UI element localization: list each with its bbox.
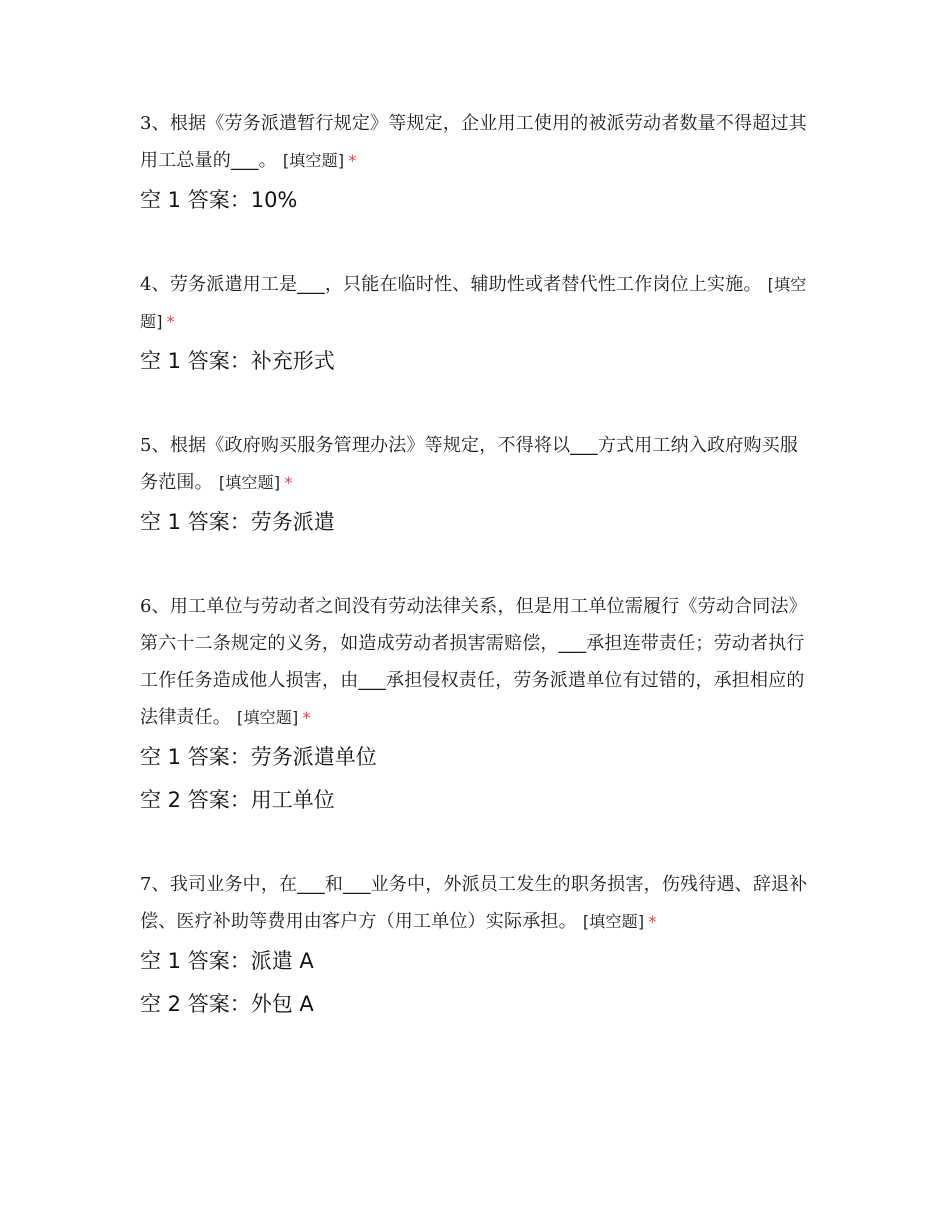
question-number: 6、 [140, 596, 170, 617]
question-7 [140, 866, 815, 1026]
question-text [140, 105, 815, 179]
question-stem: 我司业务中，在___和___业务中，外派员工发生的职务损害，伤残待遇、辞退补偿、医疗补助等费用由客户方（用工单位）实际承担。 [140, 874, 808, 932]
question-text [140, 427, 815, 501]
required-mark: * [348, 151, 357, 170]
question-type-label: [填空题] [140, 275, 807, 331]
question-text [140, 588, 815, 736]
question-4 [140, 266, 815, 383]
required-mark: * [648, 912, 657, 931]
answer-line: 空 1 答案：劳务派遣 [140, 510, 335, 534]
answer-line: 空 1 答案：劳务派遣单位 [140, 745, 377, 769]
answer-line: 空 2 答案：外包 A [140, 992, 314, 1016]
question-type-label: [填空题] [582, 912, 645, 931]
question-number: 4、 [140, 274, 170, 295]
required-mark: * [166, 312, 175, 331]
question-6 [140, 588, 815, 822]
question-stem: 用工单位与劳动者之间没有劳动法律关系，但是用工单位需履行《劳动合同法》第六十二条规定的义务，如造成劳动者损害需赔偿，___承担连带责任；劳动者执行工作任务造成他人损害，由___承担侵权责任，劳务派遣单位有过错的，承担相应的法律责任。 [140, 596, 807, 728]
question-number: 5、 [140, 435, 170, 456]
question-stem: 根据《政府购买服务管理办法》等规定，不得将以___方式用工纳入政府购买服务范围。 [140, 435, 799, 493]
question-5 [140, 427, 815, 544]
answer-line: 空 1 答案：补充形式 [140, 349, 335, 373]
question-type-label: [填空题] [282, 151, 345, 170]
question-number: 7、 [140, 874, 170, 895]
answer-line: 空 1 答案：10% [140, 188, 298, 212]
required-mark: * [302, 708, 311, 727]
question-3 [140, 105, 815, 222]
question-type-label: [填空题] [218, 473, 281, 492]
question-type-label: [填空题] [237, 708, 299, 727]
question-stem: 根据《劳务派遣暂行规定》等规定，企业用工使用的被派劳动者数量不得超过其用工总量的___。 [140, 113, 807, 171]
question-text [140, 866, 815, 940]
required-mark: * [284, 473, 293, 492]
question-stem: 劳务派遣用工是___，只能在临时性、辅助性或者替代性工作岗位上实施。 [169, 274, 762, 295]
answer-line: 空 2 答案：用工单位 [140, 788, 335, 812]
answer-line: 空 1 答案：派遣 A [140, 949, 314, 973]
question-text [140, 266, 815, 340]
survey-answer-sheet [140, 105, 815, 1070]
question-number: 3、 [140, 113, 170, 134]
